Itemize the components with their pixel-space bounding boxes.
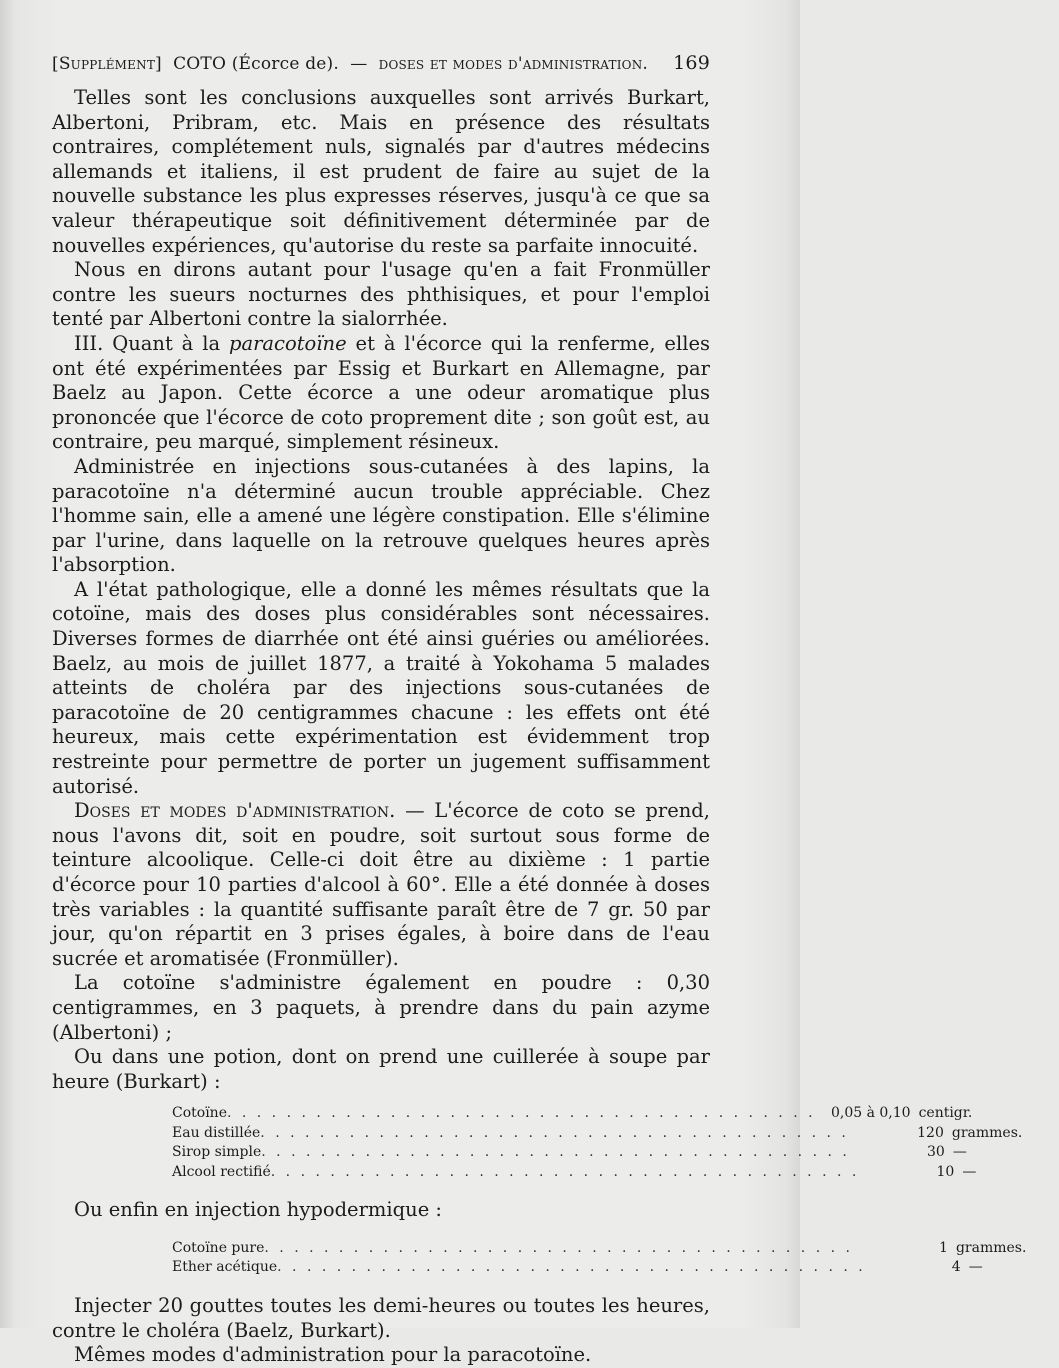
- ingredient: Alcool rectifié: [172, 1163, 271, 1180]
- ingredient: Cotoïne: [172, 1105, 227, 1122]
- header-title: COTO (Écorce de).: [173, 54, 339, 74]
- unit: —: [962, 1163, 977, 1180]
- ingredient: Sirop simple: [172, 1144, 262, 1161]
- recipe-row: [172, 1163, 977, 1183]
- header-separator: —: [350, 54, 368, 74]
- recipe-row: [172, 1258, 983, 1278]
- page-content: [52, 52, 1027, 1368]
- paracotoine-text: et à l'écorce qui la renferme, elles ont été expérimentées par Essig et Burkart en Allemagne, par Baelz au Japon. Cette écorce a une odeur aromatique plus prononcée que l'écorce de coto proprement dite ; son goût est, au contraire, peu marqué, simplement résineux.: [52, 331, 710, 454]
- quantity: 30: [927, 1144, 945, 1161]
- recipe-row: [172, 1124, 1023, 1144]
- paragraph-cholera: Injecter 20 gouttes toutes les demi-heures ou toutes les heures, contre le choléra (Baelz, Burkart).: [52, 1293, 710, 1342]
- paragraph-fronmuller: Nous en dirons autant pour l'usage qu'en a fait Fronmüller contre les sueurs nocturnes des phthisiques, et pour l'emploi tenté par Albertoni contre la sialorrhée.: [52, 258, 710, 331]
- ingredient: Ether acétique: [172, 1259, 278, 1276]
- quantity: 120: [917, 1124, 944, 1141]
- page-number: 169: [673, 52, 710, 74]
- paragraph-hypodermic: Ou enfin en injection hypodermique :: [74, 1198, 442, 1222]
- quantity: 4: [951, 1259, 961, 1276]
- paragraph-conclusions: Telles sont les conclusions auxquelles sont arrivés Burkart, Albertoni, Pribram, etc. Mais en présence des résultats contraires, complétement nuls, signalés par d'autres médecins allemands et italiens, il est prudent de faire au sujet de la nouvelle substance les plus expresses réserves, jusqu'à ce que sa valeur thérapeutique soit définitivement déterminée par de nouvelles expériences, qu'autorise du reste sa parfaite innocuité.: [52, 86, 710, 257]
- unit: centigr.: [918, 1105, 973, 1122]
- unit: grammes.: [951, 1124, 1023, 1141]
- quantity: 0,05 à 0,10: [830, 1105, 911, 1122]
- doses-heading: Doses et modes d'administration.: [74, 799, 396, 823]
- paragraph-powder: La cotoïne s'administre également en poudre : 0,30 centigrammes, en 3 paquets, à prendre dans du pain azyme (Albertoni) ;: [52, 971, 710, 1044]
- paragraph-pathology: A l'état pathologique, elle a donné les mêmes résultats que la cotoïne, mais des doses plus considérables sont nécessaires. Diverses formes de diarrhée ont été ainsi guéries ou améliorées. Baelz, au mois de juillet 1877, a traité à Yokohama 5 malades atteints de choléra par des injections sous-cutanées de paracotoïne de 20 centigrammes chacune : les effets ont été heureux, mais cette expérimentation est évidemment trop restreinte pour permettre de porter un jugement suffisamment autorisé.: [52, 577, 710, 798]
- paragraph-injections: Administrée en injections sous-cutanées à des lapins, la paracotoïne n'a déterminé aucun trouble appréciable. Chez l'homme sain, elle a amené une légère constipation. Elle s'élimine par l'urine, dans laquelle on la retrouve quelques heures après l'absorption.: [52, 454, 710, 577]
- recipe-row: [172, 1143, 967, 1163]
- header-section: doses et modes d'administration.: [378, 54, 649, 74]
- paragraph-doses: [52, 799, 710, 971]
- unit: —: [968, 1259, 983, 1276]
- paracotoine-intro: III. Quant à la: [74, 331, 221, 355]
- paragraph-paracotoine: [52, 332, 710, 455]
- unit: —: [952, 1144, 967, 1161]
- paracotoine-term: paracotoïne: [229, 331, 347, 355]
- recipe-row: [172, 1104, 973, 1124]
- recipe-potion: [172, 1104, 1023, 1182]
- header-text: [52, 54, 648, 74]
- paragraph-same-modes: Mêmes modes d'administration pour la paracotoïne.: [74, 1343, 592, 1367]
- recipe-row: [172, 1239, 1027, 1259]
- quantity: 10: [936, 1163, 955, 1180]
- unit: grammes.: [955, 1239, 1027, 1256]
- recipe-injection: [172, 1239, 1027, 1278]
- doses-text: — L'écorce de coto se prend, nous l'avons dit, soit en poudre, soit surtout sous forme de teinture alcoolique. Celle-ci doit être au dixième : 1 partie d'écorce pour 10 parties d'alcool à 60°. Elle a été donnée à doses très variables : la quantité suffisante paraît être de 7 gr. 50 par jour, qu'on répartit en 3 prises égales, à boire dans de l'eau sucrée et aromatisée (Fronmüller).: [52, 799, 710, 970]
- quantity: 1: [939, 1239, 948, 1256]
- paragraph-potion: Ou dans une potion, dont on prend une cuillerée à soupe par heure (Burkart) :: [52, 1045, 710, 1093]
- ingredient: Eau distillée: [172, 1124, 261, 1141]
- running-header: [52, 52, 710, 86]
- header-supplement: [Supplément]: [52, 54, 162, 74]
- ingredient: Cotoïne pure: [172, 1239, 265, 1256]
